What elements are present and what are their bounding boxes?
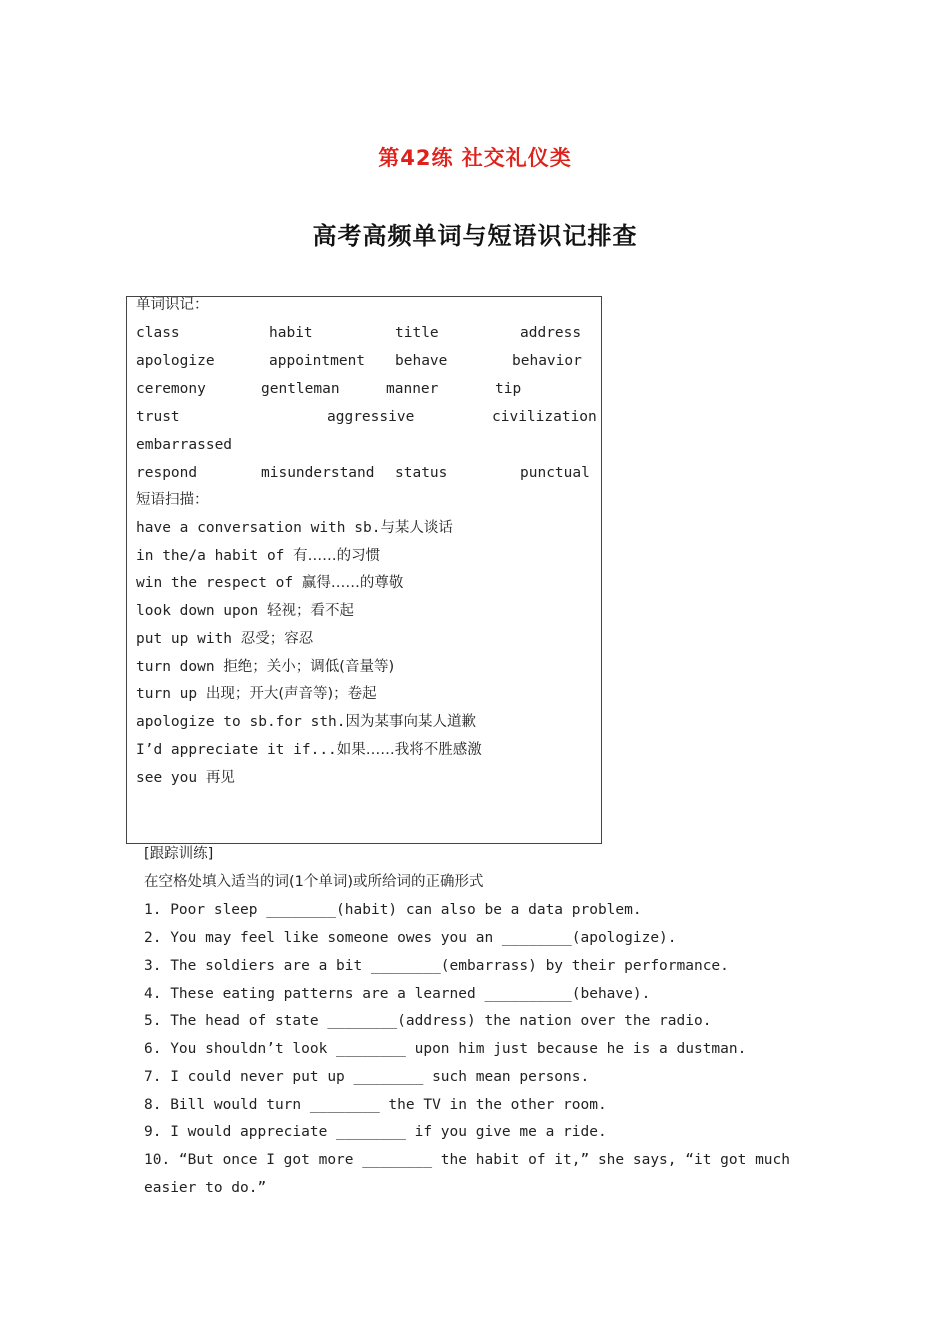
practice-heading: [跟踪训练] <box>144 846 214 862</box>
word-item: address <box>520 325 582 341</box>
phrase-english: I’d appreciate it if... <box>136 742 337 758</box>
word-item: gentleman <box>261 381 340 397</box>
word-item: trust <box>136 409 180 425</box>
phrase-english: apologize to sb.for sth. <box>136 714 346 730</box>
exercise-item: 6. You shouldn’t look ________ upon him just because he is a dustman. <box>144 1041 747 1057</box>
exercise-item: 5. The head of state ________(address) the nation over the radio. <box>144 1013 712 1029</box>
phrase-chinese: 赢得……的尊敬 <box>301 575 404 591</box>
phrase-item <box>136 740 482 760</box>
phrase-item <box>136 546 380 566</box>
phrase-item <box>136 768 235 788</box>
phrase-english: win the respect of <box>136 575 302 591</box>
phrase-item <box>136 629 313 649</box>
word-item: ceremony <box>136 381 206 397</box>
phrase-item <box>136 573 403 593</box>
phrase-item <box>136 657 394 677</box>
lesson-title: 第42练 社交礼仪类 <box>378 146 572 170</box>
exercise-item: 9. I would appreciate ________ if you give me a ride. <box>144 1124 607 1140</box>
word-item: apologize <box>136 353 215 369</box>
phrase-chinese: 忍受；容忍 <box>240 631 314 647</box>
phrase-english: turn up <box>136 686 206 702</box>
phrase-section-heading: 短语扫描： <box>136 492 209 508</box>
phrase-chinese: 拒绝；关小；调低(音量等) <box>223 659 395 675</box>
phrase-chinese: 因为某事向某人道歉 <box>345 714 477 730</box>
word-item: behave <box>395 353 448 369</box>
word-item: embarrassed <box>136 437 233 453</box>
phrase-english: see you <box>136 770 206 786</box>
phrase-english: turn down <box>136 659 224 675</box>
phrase-chinese: 再见 <box>205 770 235 786</box>
word-item: appointment <box>269 353 366 369</box>
phrase-item <box>136 712 476 732</box>
phrase-chinese: 出现；开大(声音等)；卷起 <box>205 686 377 702</box>
word-item: status <box>395 465 448 481</box>
exercise-item-continued: easier to do.” <box>144 1180 267 1196</box>
word-item: aggressive <box>327 409 415 425</box>
word-item: tip <box>495 381 522 397</box>
exercise-item: 3. The soldiers are a bit ________(embarrass) by their performance. <box>144 958 729 974</box>
exercise-item: 1. Poor sleep ________(habit) can also be a data problem. <box>144 902 642 918</box>
word-item: respond <box>136 465 198 481</box>
exercise-item: 4. These eating patterns are a learned __________(behave). <box>144 986 651 1002</box>
phrase-english: in the/a habit of <box>136 548 294 564</box>
word-item: punctual <box>520 465 590 481</box>
phrase-english: have a conversation with sb. <box>136 520 381 536</box>
phrase-english: put up with <box>136 631 241 647</box>
word-item: class <box>136 325 180 341</box>
word-item: civilization <box>492 409 597 425</box>
exercise-item: 7. I could never put up ________ such mean persons. <box>144 1069 590 1085</box>
phrase-english: look down upon <box>136 603 267 619</box>
phrase-item <box>136 601 354 621</box>
exercise-item: 2. You may feel like someone owes you an ________(apologize). <box>144 930 677 946</box>
phrase-item <box>136 684 377 704</box>
page-title: 高考高频单词与短语识记排查 <box>312 222 638 250</box>
phrase-chinese: 如果……我将不胜感激 <box>336 742 482 758</box>
phrase-chinese: 与某人谈话 <box>380 520 453 536</box>
word-item: title <box>395 325 439 341</box>
practice-instruction: 在空格处填入适当的词(1个单词)或所给词的正确形式 <box>144 874 484 890</box>
phrase-chinese: 轻视；看不起 <box>266 603 354 619</box>
word-item: behavior <box>512 353 582 369</box>
word-section-heading: 单词识记： <box>136 297 209 313</box>
phrase-item <box>136 518 453 538</box>
word-item: misunderstand <box>261 465 375 481</box>
exercise-item: 10. “But once I got more ________ the habit of it,” she says, “it got much <box>144 1152 791 1168</box>
word-item: manner <box>386 381 439 397</box>
exercise-item: 8. Bill would turn ________ the TV in the other room. <box>144 1097 607 1113</box>
word-item: habit <box>269 325 313 341</box>
phrase-chinese: 有……的习惯 <box>293 548 381 564</box>
